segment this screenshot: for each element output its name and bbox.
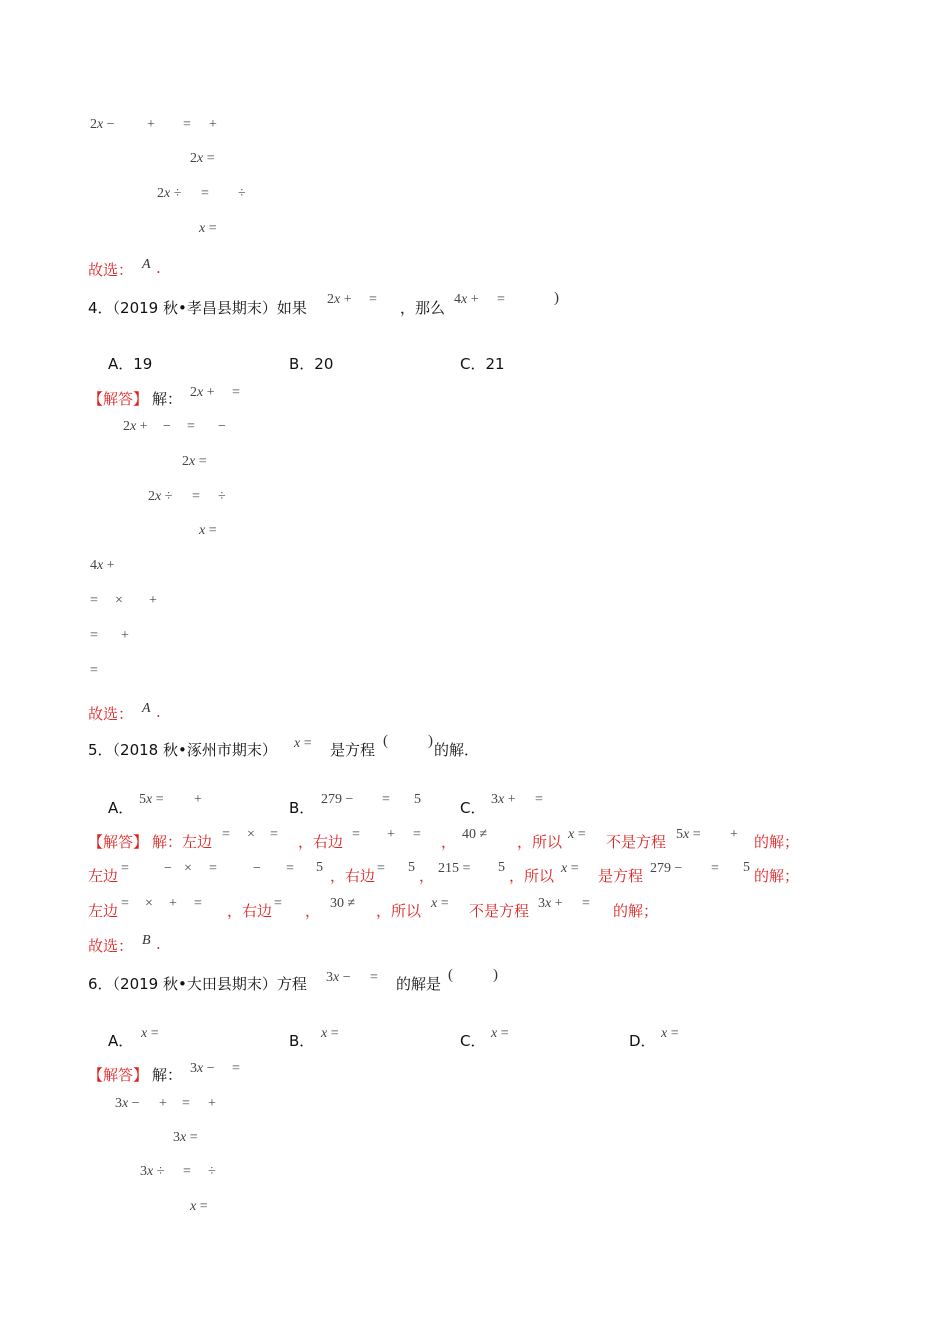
q4-option-c[interactable]: C．21 <box>460 355 505 373</box>
q4-option-b[interactable]: B．20 <box>289 355 334 373</box>
q4-option-a[interactable]: A．19 <box>108 355 153 373</box>
